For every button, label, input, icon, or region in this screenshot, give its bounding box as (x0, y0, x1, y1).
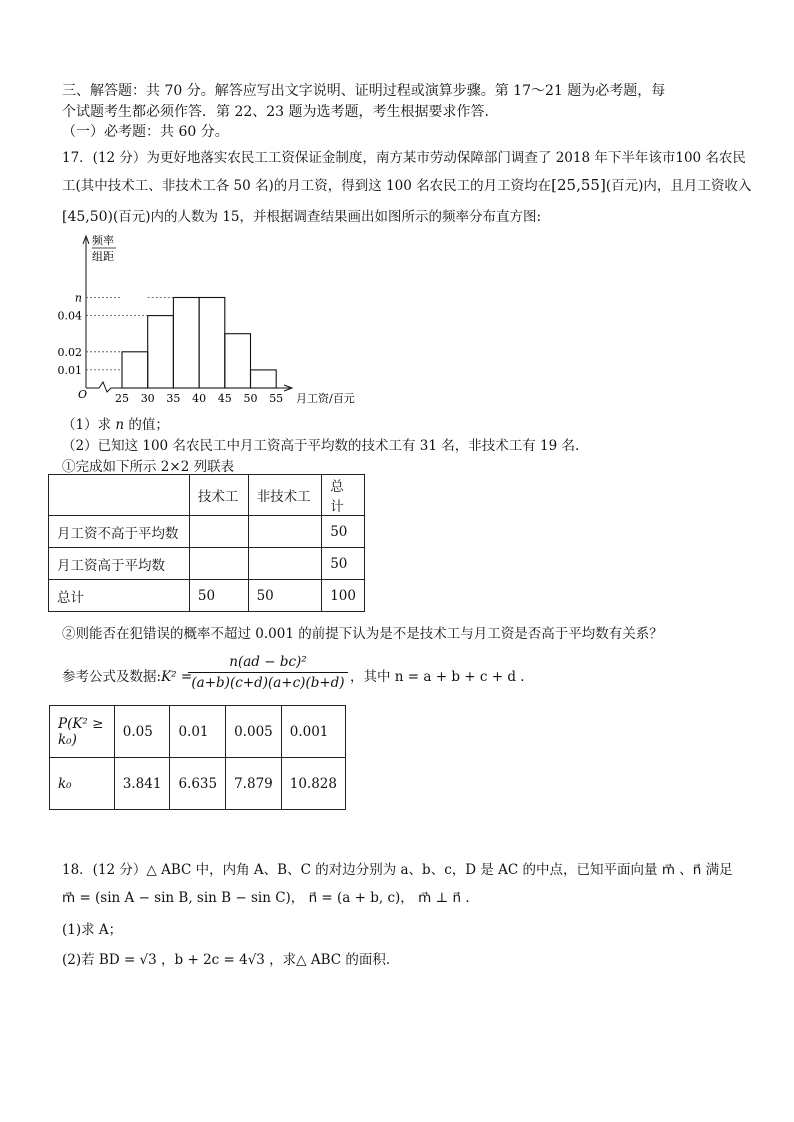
formula-numerator: n(ad − bc)² (188, 654, 348, 673)
table-row (49, 580, 365, 612)
table-cell: 月工资高于平均数 (49, 548, 190, 580)
table-cell: k₀ (50, 758, 115, 810)
q18-part1: (1)求 A； (62, 922, 123, 938)
x-tick-label: 50 (243, 392, 258, 405)
q17-part2: （2）已知这 100 名农民工中月工资高于平均数的技术工有 31 名，非技术工有 19 名. (62, 438, 580, 454)
q17-line1: 17．(12 分）为更好地落实农民工工资保证金制度，南方某市劳动保障部门调查了 2018 年下半年该市100 名农民 (62, 150, 746, 166)
formula-label: 参考公式及数据:K² = (62, 669, 193, 685)
q17-part1: （1）求 n 的值； (62, 417, 169, 433)
x-tick-label: 45 (217, 392, 232, 405)
q18-part2: (2)若 BD = √3 ，b + 2c = 4√3 ，求△ ABC 的面积. (62, 952, 391, 968)
x-tick-label: 30 (140, 392, 155, 405)
x-axis-line (86, 382, 290, 392)
table-cell (189, 516, 248, 548)
x-tick-label: 40 (192, 392, 207, 405)
table-cell: 10.828 (281, 758, 345, 810)
x-tick-label: 35 (166, 392, 181, 405)
q18-line1: 18．(12 分）△ ABC 中，内角 A、B、C 的对边分别为 a、b、c，D 是 AC 的中点，已知平面向量 m⃗ 、n⃗ 满足 (62, 862, 733, 878)
formula-tail: ，其中 n = a + b + c + d . (350, 669, 525, 685)
q17-sub1: ①完成如下所示 2×2 列联表 (62, 459, 235, 475)
critical-value-table (49, 705, 346, 810)
histogram-bar (173, 298, 199, 389)
y-tick-label: 0.01 (57, 363, 82, 377)
q17-sub2: ②则能否在犯错误的概率不超过 0.001 的前提下认为是不是技术工与月工资是否高于平均数有关系？ (62, 626, 663, 642)
table-header-cell: 技术工 (189, 475, 248, 516)
y-axis-label-top: 频率 (92, 234, 114, 247)
section-header-line2: 个试题考生都必须作答．第 22、23 题为选考题，考生根据要求作答． (62, 104, 499, 120)
frequency-histogram (57, 228, 382, 408)
table-cell: 月工资不高于平均数 (49, 516, 190, 548)
table-row (50, 706, 346, 758)
origin-label: O (78, 388, 88, 401)
section-subheader: （一）必考题：共 60 分。 (62, 124, 229, 140)
table-row (49, 548, 365, 580)
histogram-bar (199, 298, 225, 389)
q18-line2: m⃗ = (sin A − sin B, sin B − sin C)， n⃗ = (a + b, c)， m⃗ ⊥ n⃗ . (62, 890, 470, 906)
y-tick-label: 0.04 (57, 309, 82, 323)
table-cell: 6.635 (170, 758, 226, 810)
table-cell: 总计 (49, 580, 190, 612)
table-cell (248, 548, 322, 580)
table-cell: 100 (322, 580, 365, 612)
y-tick-label: n (74, 291, 82, 305)
table-header-cell: 非技术工 (248, 475, 322, 516)
table-cell: 3.841 (114, 758, 170, 810)
x-tick-label: 25 (115, 392, 129, 405)
table-header-cell: 总计 (322, 475, 365, 516)
table-header-cell (49, 475, 190, 516)
table-cell: 0.05 (114, 706, 170, 758)
table-cell: 50 (322, 516, 365, 548)
table-cell: 0.001 (281, 706, 345, 758)
formula-denominator: (a+b)(c+d)(a+c)(b+d) (191, 675, 345, 691)
table-row (50, 758, 346, 810)
section-header-line1: 三、解答题：共 70 分。解答应写出文字说明、证明过程或演算步骤。第 17～21 题为必考题，每 (62, 83, 666, 99)
y-tick-label: 0.02 (57, 345, 82, 359)
q17-line3: [45,50)(百元)内的人数为 15，并根据调查结果画出如图所示的频率分布直方图: (62, 209, 542, 225)
table-cell: 50 (248, 580, 322, 612)
formula-fraction (188, 654, 348, 691)
table-cell: 0.01 (170, 706, 226, 758)
histogram-bar (251, 370, 277, 388)
histogram-bar (148, 316, 174, 388)
table-cell (189, 548, 248, 580)
q17-line2: 工(其中技术工、非技术工各 50 名)的月工资，得到这 100 名农民工的月工资均在[25,55](百元)内，且月工资收入 (62, 176, 752, 194)
table-cell (248, 516, 322, 548)
table-cell: P(K² ≥ k₀) (50, 706, 115, 758)
table-cell: 50 (189, 580, 248, 612)
table-cell: 7.879 (226, 758, 282, 810)
table-cell: 0.005 (226, 706, 282, 758)
contingency-table (48, 474, 365, 612)
table-row (49, 516, 365, 548)
table-cell: 50 (322, 548, 365, 580)
x-tick-label: 55 (269, 392, 284, 405)
histogram-bar (225, 334, 251, 388)
x-axis-label: 月工资/百元 (296, 392, 355, 405)
histogram-bar (122, 352, 148, 388)
y-axis-label-bottom: 组距 (92, 250, 114, 263)
